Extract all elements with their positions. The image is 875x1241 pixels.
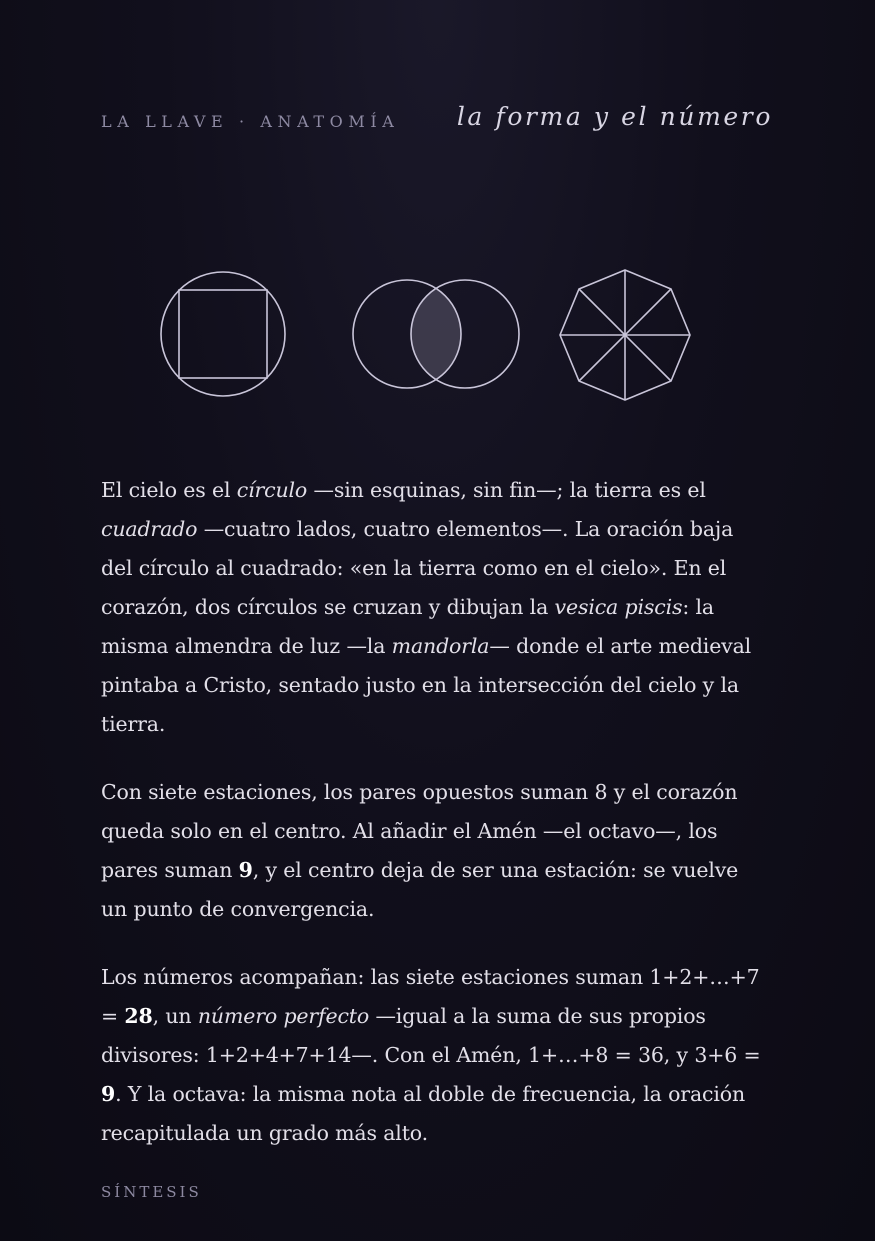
section-eyebrow: LA LLAVE · ANATOMÍA (101, 112, 400, 131)
emphasis-number: 9 (238, 858, 253, 882)
paragraph-circle-square: El cielo es el círculo —sin esquinas, sin fin—; la tierra es el cuadrado —cuatro lados, cuatro elementos—. La oración baja del círculo al cuadrado: «en la tierra como en el cielo». En el corazón, dos círculos se cruzan y dibujan la vesica piscis: la misma almendra de luz —la mandorla— donde el arte medieval pintaba a Cristo, sentado justo en la intersección del cielo y la tierra. (101, 478, 752, 736)
circle-square-icon (161, 272, 285, 396)
emphasis-number: 9 (101, 1082, 116, 1106)
emphasis-term: número perfecto (197, 1004, 370, 1028)
emphasis-term: mandorla (391, 634, 490, 658)
figures-svg (150, 262, 730, 407)
emphasis-term: vesica piscis (554, 595, 683, 619)
vesica-piscis-icon (353, 280, 519, 388)
geometry-figures (150, 262, 730, 407)
page-subtitle: la forma y el número (456, 102, 773, 131)
emphasis-term: cuadrado (101, 517, 198, 541)
paragraph-stations: Con siete estaciones, los pares opuestos suman 8 y el corazón queda solo en el centro. Al añadir el Amén —el octavo—, los pares suman 9, y el centro deja de ser una estación: se vuelve un punto de convergencia. (101, 780, 739, 921)
paragraph-numbers: Los números acompañan: las siete estaciones suman 1+2+…+7 = 28, un número perfecto —igual a la suma de sus propios divisores: 1+2+4+7+14—. Con el Amén, 1+…+8 = 36, y 3+6 = 9. Y la octava: la misma nota al doble de frecuencia, la oración recapitulada un grado más alto. (101, 965, 761, 1145)
emphasis-term: círculo (236, 478, 308, 502)
octagon-spokes-icon (560, 270, 690, 400)
section-label-synthesis: SÍNTESIS (101, 1183, 202, 1201)
page-header (101, 102, 773, 136)
emphasis-number: 28 (124, 1004, 153, 1028)
